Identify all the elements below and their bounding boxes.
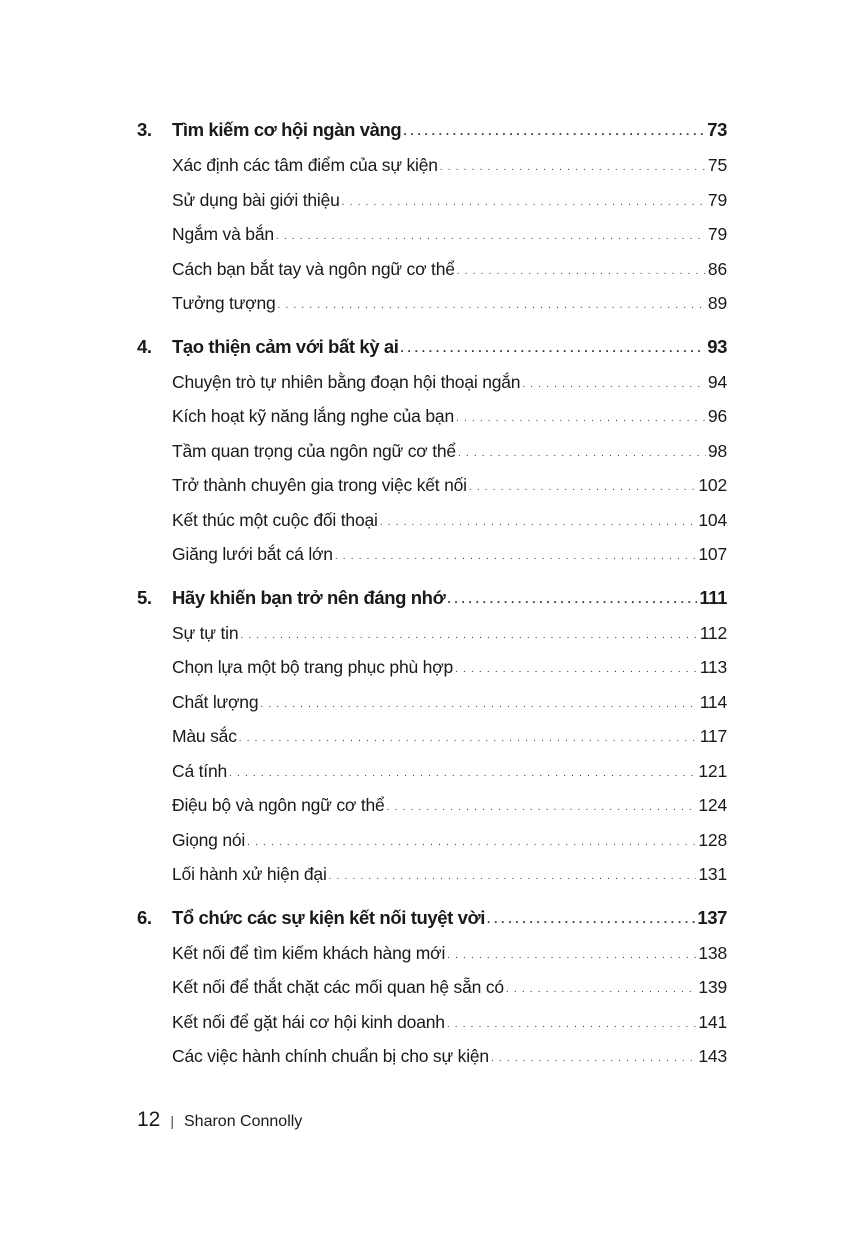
dot-leader bbox=[506, 973, 696, 1008]
toc-chapter bbox=[137, 329, 727, 572]
section-title: Màu sắc bbox=[172, 726, 237, 746]
toc-section bbox=[137, 503, 727, 538]
section-page: 94 bbox=[707, 371, 727, 392]
toc-section bbox=[137, 148, 727, 183]
section-title: Kết thúc một cuộc đối thoại bbox=[172, 509, 378, 530]
toc-chapter-heading bbox=[137, 329, 727, 365]
toc-chapter-heading bbox=[137, 112, 727, 148]
chapter-number: 4. bbox=[137, 335, 152, 357]
toc-section bbox=[137, 936, 727, 971]
chapter-title: Tìm kiếm cơ hội ngàn vàng bbox=[172, 119, 402, 140]
section-page: 113 bbox=[699, 657, 727, 677]
section-title: Kết nối để gặt hái cơ hội kinh doanh bbox=[172, 1011, 445, 1032]
section-page: 117 bbox=[699, 726, 727, 746]
section-title: Giăng lưới bắt cá lớn bbox=[172, 544, 333, 564]
dot-leader bbox=[487, 901, 695, 937]
dot-leader bbox=[240, 619, 697, 654]
section-title: Trở thành chuyên gia trong việc kết nối bbox=[172, 475, 467, 495]
section-page: 112 bbox=[699, 622, 727, 643]
section-title: Chọn lựa một bộ trang phục phù hợp bbox=[172, 657, 454, 677]
table-of-contents bbox=[137, 112, 727, 1074]
section-title: Kết nối để thắt chặt các mối quan hệ sẵn có bbox=[172, 977, 504, 997]
section-title: Tưởng tượng bbox=[172, 293, 276, 313]
toc-chapter bbox=[137, 580, 727, 892]
dot-leader bbox=[239, 722, 698, 757]
toc-section bbox=[137, 286, 727, 321]
toc-section bbox=[137, 217, 727, 252]
toc-section bbox=[137, 970, 727, 1005]
toc-section bbox=[137, 823, 727, 858]
section-page: 86 bbox=[707, 258, 727, 279]
toc-section bbox=[137, 1039, 727, 1074]
section-page: 141 bbox=[698, 1011, 727, 1032]
toc-section bbox=[137, 857, 727, 892]
dot-leader bbox=[276, 220, 706, 255]
section-page: 128 bbox=[698, 829, 727, 850]
section-title: Ngắm và bắn bbox=[172, 224, 274, 244]
toc-section bbox=[137, 719, 727, 754]
chapter-number: 5. bbox=[137, 586, 152, 608]
toc-section bbox=[137, 434, 727, 469]
section-page: 89 bbox=[707, 293, 727, 313]
dot-leader bbox=[329, 860, 697, 895]
section-page: 121 bbox=[698, 760, 727, 781]
footer-separator: | bbox=[170, 1113, 174, 1129]
section-title: Giọng nói bbox=[172, 829, 246, 850]
section-title: Kết nối để tìm kiếm khách hàng mới bbox=[172, 942, 446, 963]
footer-page-number: 12 bbox=[137, 1108, 161, 1131]
section-page: 79 bbox=[707, 189, 727, 210]
toc-section bbox=[137, 650, 727, 685]
toc-section bbox=[137, 537, 727, 572]
section-page: 131 bbox=[698, 864, 727, 884]
toc-chapter-heading bbox=[137, 580, 727, 616]
toc-section bbox=[137, 365, 727, 400]
dot-leader bbox=[458, 437, 706, 472]
section-title: Điệu bộ và ngôn ngữ cơ thể bbox=[172, 795, 385, 815]
dot-leader bbox=[447, 581, 697, 617]
section-title: Cách bạn bắt tay và ngôn ngữ cơ thể bbox=[172, 258, 455, 279]
section-title: Tầm quan trọng của ngôn ngữ cơ thể bbox=[172, 440, 456, 461]
toc-section bbox=[137, 1005, 727, 1040]
toc-section bbox=[137, 183, 727, 218]
toc-section bbox=[137, 252, 727, 287]
toc-section bbox=[137, 399, 727, 434]
toc-chapter-heading bbox=[137, 900, 727, 936]
section-page: 96 bbox=[707, 406, 727, 426]
toc-section bbox=[137, 685, 727, 720]
dot-leader bbox=[469, 471, 697, 506]
dot-leader bbox=[260, 688, 697, 723]
section-title: Sử dụng bài giới thiệu bbox=[172, 189, 340, 210]
section-page: 139 bbox=[698, 977, 727, 997]
dot-leader bbox=[278, 289, 706, 324]
chapter-page: 111 bbox=[699, 586, 727, 608]
dot-leader bbox=[440, 151, 706, 186]
page-footer bbox=[137, 1108, 302, 1132]
chapter-page: 73 bbox=[707, 119, 727, 140]
section-title: Sự tự tin bbox=[172, 622, 239, 643]
chapter-title: Hãy khiến bạn trở nên đáng nhớ bbox=[172, 586, 446, 608]
section-page: 107 bbox=[698, 544, 727, 564]
toc-section bbox=[137, 468, 727, 503]
dot-leader bbox=[247, 826, 696, 861]
dot-leader bbox=[380, 506, 697, 541]
section-page: 79 bbox=[707, 224, 727, 244]
section-page: 104 bbox=[698, 509, 727, 530]
dot-leader bbox=[457, 255, 706, 290]
section-title: Xác định các tâm điểm của sự kiện bbox=[172, 155, 438, 175]
toc-section bbox=[137, 616, 727, 651]
section-title: Các việc hành chính chuẩn bị cho sự kiện bbox=[172, 1046, 489, 1066]
section-page: 114 bbox=[699, 691, 727, 712]
chapter-page: 137 bbox=[697, 906, 727, 928]
dot-leader bbox=[491, 1042, 696, 1077]
dot-leader bbox=[522, 368, 706, 403]
chapter-number: 6. bbox=[137, 906, 152, 928]
section-title: Chuyện trò tự nhiên bằng đoạn hội thoại ngắn bbox=[172, 371, 521, 392]
section-title: Lối hành xử hiện đại bbox=[172, 864, 327, 884]
toc-section bbox=[137, 788, 727, 823]
toc-section bbox=[137, 754, 727, 789]
dot-leader bbox=[342, 186, 706, 221]
dot-leader bbox=[400, 330, 705, 366]
dot-leader bbox=[455, 653, 698, 688]
section-title: Kích hoạt kỹ năng lắng nghe của bạn bbox=[172, 406, 454, 426]
section-page: 98 bbox=[707, 440, 727, 461]
section-page: 143 bbox=[698, 1046, 727, 1066]
toc-chapter bbox=[137, 112, 727, 321]
dot-leader bbox=[387, 791, 697, 826]
section-title: Cá tính bbox=[172, 760, 228, 781]
section-page: 124 bbox=[698, 795, 727, 815]
dot-leader bbox=[456, 402, 706, 437]
chapter-page: 93 bbox=[707, 335, 727, 357]
dot-leader bbox=[229, 757, 696, 792]
chapter-title: Tạo thiện cảm với bất kỳ ai bbox=[172, 335, 399, 357]
section-page: 75 bbox=[707, 155, 727, 175]
dot-leader bbox=[447, 1008, 697, 1043]
section-page: 138 bbox=[698, 942, 727, 963]
dot-leader bbox=[335, 540, 697, 575]
section-title: Chất lượng bbox=[172, 691, 259, 712]
chapter-number: 3. bbox=[137, 119, 152, 140]
section-page: 102 bbox=[698, 475, 727, 495]
footer-author: Sharon Connolly bbox=[184, 1113, 303, 1130]
toc-chapter bbox=[137, 900, 727, 1074]
chapter-title: Tổ chức các sự kiện kết nối tuyệt vời bbox=[172, 906, 486, 928]
dot-leader bbox=[403, 113, 705, 149]
dot-leader bbox=[447, 939, 696, 974]
